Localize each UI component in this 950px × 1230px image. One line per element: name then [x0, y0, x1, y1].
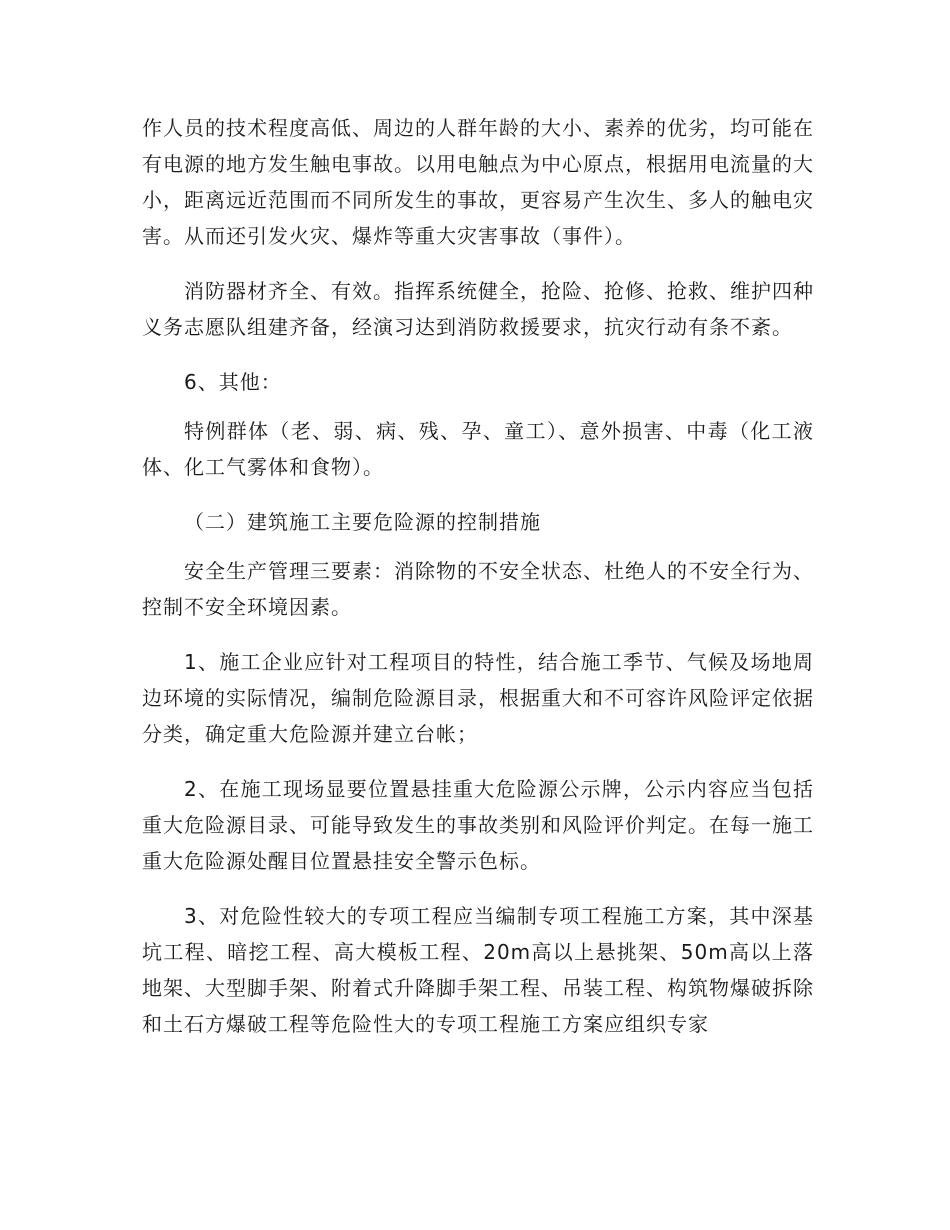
paragraph: 3、对危险性较大的专项工程应当编制专项工程施工方案，其中深基坑工程、暗挖工程、高大模板工程、20m高以上悬挑架、50m高以上落地架、大型脚手架、附着式升降脚手架工程、吊装工程、构筑物爆破拆除和土石方爆破工程等危险性大的专项工程施工方案应组织专家 [142, 904, 814, 1036]
paragraph: 6、其他： [184, 370, 282, 394]
paragraph: 特例群体（老、弱、病、残、孕、童工）、意外损害、中毒（化工液体、化工气雾体和食物）。 [142, 419, 814, 479]
paragraph: 消防器材齐全、有效。指挥系统健全，抢险、抢修、抢救、维护四种义务志愿队组建齐备，经演习达到消防救援要求，抗灾行动有条不紊。 [142, 279, 814, 339]
paragraph: 作人员的技术程度高低、周边的人群年龄的大小、素养的优劣，均可能在有电源的地方发生触电事故。以用电触点为中心原点，根据用电流量的大小，距离远近范围而不同所发生的事故，更容易产生次生、多人的触电灾害。从而还引发火灾、爆炸等重大灾害事故（事件）。 [142, 116, 814, 248]
document-body [142, 110, 814, 1061]
paragraph: 1、施工企业应针对工程项目的特性，结合施工季节、气候及场地周边环境的实际情况，编制危险源目录，根据重大和不可容许风险评定依据分类，确定重大危险源并建立台帐； [142, 650, 814, 746]
section-heading: （二）建筑施工主要危险源的控制措施 [184, 510, 541, 534]
paragraph: 2、在施工现场显要位置悬挂重大危险源公示牌，公示内容应当包括重大危险源目录、可能导致发生的事故类别和风险评价判定。在每一施工重大危险源处醒目位置悬挂安全警示色标。 [142, 777, 814, 873]
paragraph: 安全生产管理三要素：消除物的不安全状态、杜绝人的不安全行为、控制不安全环境因素。 [142, 559, 814, 619]
